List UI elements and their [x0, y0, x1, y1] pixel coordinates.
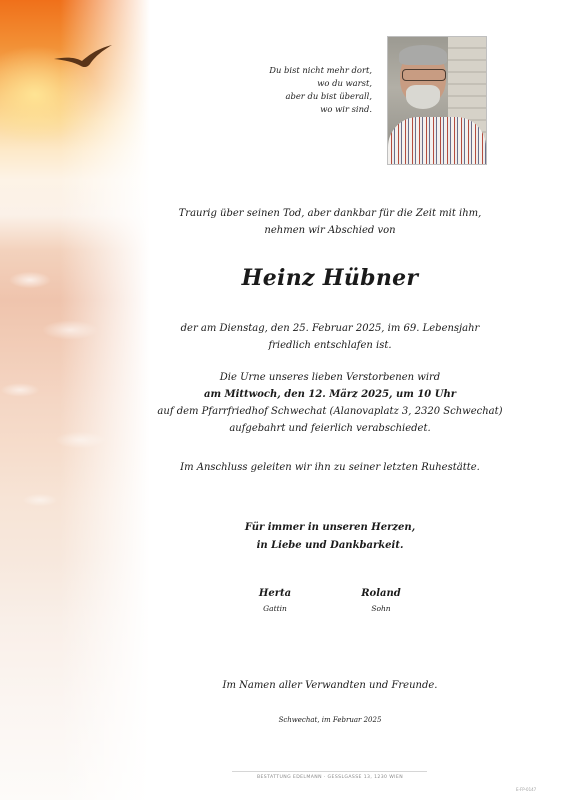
memorial-quote — [200, 64, 372, 116]
funeral-home-footer: BESTATTUNG EDELMANN · GESSLGASSE 13, 1230 WIEN — [256, 775, 404, 780]
photo-beard — [406, 85, 440, 109]
decoration-fade — [0, 0, 150, 800]
mourner-name: Roland — [361, 588, 401, 599]
quote-line: aber du bist überall, — [285, 91, 372, 101]
seagull-icon — [52, 42, 114, 72]
mourner — [341, 587, 421, 615]
relatives-text: Im Namen aller Verwandten und Freunde. — [222, 680, 438, 691]
quote-line: wo wir sind. — [320, 104, 372, 114]
deceased-name: Heinz Hübner — [241, 265, 419, 291]
ceremony-date: am Mittwoch, den 12. März 2025, um 10 Uhr — [204, 389, 456, 400]
death-notice — [150, 320, 510, 354]
death-notice-line: der am Dienstag, den 25. Februar 2025, im 69. Lebensjahr — [180, 323, 480, 334]
forever-in-hearts — [150, 519, 510, 555]
ceremony-line: Die Urne unseres lieben Verstorbenen wird — [219, 372, 441, 383]
place-date: Schwechat, im Februar 2025 — [278, 716, 382, 724]
ceremony-line: aufgebahrt und feierlich verabschiedet. — [229, 423, 431, 434]
photo-glasses — [402, 69, 446, 81]
mourner — [235, 587, 315, 615]
photo-hair — [399, 45, 447, 65]
footer-divider — [232, 771, 427, 772]
template-code: E-FP-0147 — [516, 787, 537, 792]
mourner-name: Herta — [258, 588, 292, 599]
forever-line: Für immer in unseren Herzen, — [244, 522, 416, 533]
mourner-relation: Sohn — [371, 604, 391, 613]
death-notice-line: friedlich entschlafen ist. — [268, 340, 392, 351]
intro-line: Traurig über seinen Tod, aber dankbar für die Zeit mit ihm, — [178, 208, 482, 219]
portrait-photo — [387, 36, 487, 165]
quote-line: wo du warst, — [317, 78, 372, 88]
afterwards-text: Im Anschluss geleiten wir ihn zu seiner letzten Ruhestätte. — [180, 462, 480, 473]
intro-line: nehmen wir Abschied von — [264, 225, 396, 236]
ceremony-location: auf dem Pfarrfriedhof Schwechat (Alanovaplatz 3, 2320 Schwechat) — [157, 406, 503, 417]
intro-text — [150, 205, 510, 239]
ceremony-details — [150, 369, 510, 437]
mourner-relation: Gattin — [263, 604, 287, 613]
photo-shirt — [388, 117, 486, 164]
quote-line: Du bist nicht mehr dort, — [269, 65, 372, 75]
forever-line: in Liebe und Dankbarkeit. — [256, 540, 404, 551]
